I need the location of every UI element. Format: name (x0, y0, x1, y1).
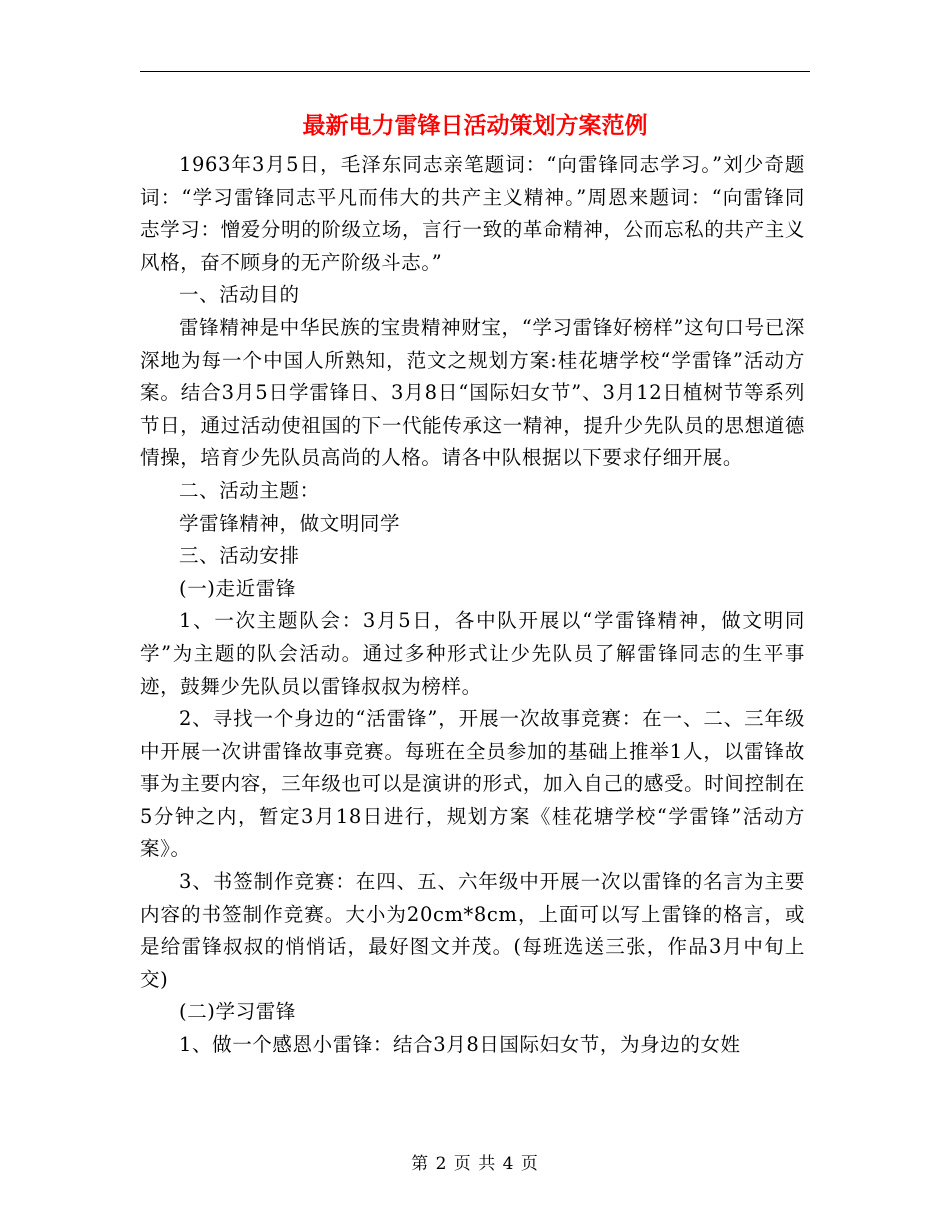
subsection-heading-learn: (二)学习雷锋 (179, 1000, 296, 1024)
arrangement-item-1: 1、一次主题队会：3月5日，各中队开展以“学雷锋精神，做文明同学”为主题的队会活动。通过多种形式让少先队员了解雷锋同志的生平事迹，鼓舞少先队员以雷锋叔叔为榜样。 (140, 609, 805, 698)
arrangement-item-3: 3、书签制作竞赛：在四、五、六年级中开展一次以雷锋的名言为主要内容的书签制作竞赛。大小为20cm*8cm，上面可以写上雷锋的格言，或是给雷锋叔叔的悄悄话，最好图文并茂。(每班选送三张，作品3月中旬上交) (140, 870, 805, 991)
theme-paragraph: 学雷锋精神，做文明同学 (179, 511, 401, 535)
section-heading-theme: 二、活动主题： (179, 478, 320, 502)
section-heading-purpose: 一、活动目的 (179, 283, 300, 307)
section-heading-arrangement: 三、活动安排 (179, 544, 300, 568)
intro-paragraph: 1963年3月5日，毛泽东同志亲笔题词：“向雷锋同志学习。”刘少奇题词：“学习雷锋同志平凡而伟大的共产主义精神。”周恩来题词：“向雷锋同志学习：憎爱分明的阶级立场，言行一致的革命精神，公而忘私的共产主义风格，奋不顾身的无产阶级斗志。” (140, 153, 805, 274)
document-body (140, 149, 805, 1062)
purpose-paragraph: 雷锋精神是中华民族的宝贵精神财宝，“学习雷锋好榜样”这句口号已深深地为每一个中国人所熟知，范文之规划方案:桂花塘学校“学雷锋”活动方案。结合3月5日学雷锋日、3月8日“国际妇女节”、3月12日植树节等系列节日，通过活动使祖国的下一代能传承这一精神，提升少先队员的思想道德情操，培育少先队员高尚的人格。请各中队根据以下要求仔细开展。 (140, 315, 805, 470)
page-number: 第 2 页 共 4 页 (411, 1154, 539, 1174)
header-rule (140, 71, 810, 72)
arrangement-item-2: 2、寻找一个身边的“活雷锋”，开展一次故事竞赛：在一、二、三年级中开展一次讲雷锋故事竞赛。每班在全员参加的基础上推举1人，以雷锋故事为主要内容，三年级也可以是演讲的形式，加入自己的感受。时间控制在5分钟之内，暂定3月18日进行，规划方案《桂花塘学校“学雷锋”活动方案》。 (140, 707, 805, 861)
document-title: 最新电力雷锋日活动策划方案范例 (302, 112, 648, 139)
subsection-heading-approach: (一)走近雷锋 (179, 576, 296, 600)
learn-item-1: 1、做一个感恩小雷锋：结合3月8日国际妇女节，为身边的女姓 (179, 1033, 741, 1057)
